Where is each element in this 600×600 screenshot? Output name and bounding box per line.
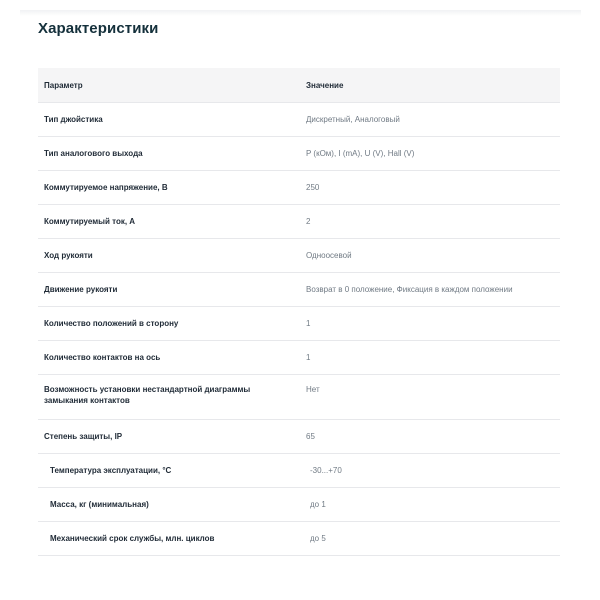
table-row (38, 488, 560, 522)
table-row (38, 375, 560, 420)
row-param: Масса, кг (минимальная) (50, 500, 149, 509)
table-row (38, 420, 560, 454)
row-value: 1 (306, 353, 311, 362)
row-value: 65 (306, 432, 315, 441)
row-value: -30...+70 (310, 466, 342, 475)
table-row (38, 171, 560, 205)
table-row (38, 239, 560, 273)
row-param: Температура эксплуатации, °C (50, 466, 172, 475)
row-param: Коммутируемое напряжение, В (44, 183, 168, 192)
section-title: Характеристики (38, 20, 159, 37)
row-param: Количество контактов на ось (44, 353, 161, 362)
specs-table (38, 68, 560, 556)
row-value: Нет (306, 385, 320, 394)
table-row (38, 137, 560, 171)
row-param: Тип джойстика (44, 115, 103, 124)
row-value: Дискретный, Аналоговый (306, 115, 400, 124)
row-param: Коммутируемый ток, А (44, 217, 136, 226)
row-value: Одноосевой (306, 251, 352, 260)
row-value: P (кОм), I (mA), U (V), Hall (V) (306, 149, 415, 158)
header-param: Параметр (44, 80, 83, 90)
row-param: Механический срок службы, млн. циклов (50, 534, 215, 543)
table-row (38, 307, 560, 341)
row-param: Движение рукояти (44, 285, 118, 294)
row-value: 2 (306, 217, 311, 226)
top-divider (20, 10, 581, 16)
table-row (38, 454, 560, 488)
row-param: Тип аналогового выхода (44, 149, 143, 158)
table-row (38, 103, 560, 137)
row-param: Ход рукояти (44, 251, 93, 260)
row-value: 250 (306, 183, 320, 192)
row-value: до 1 (310, 500, 326, 509)
row-param: Возможность установки нестандартной диаграммы замыкания контактов (44, 385, 251, 405)
table-header (38, 68, 560, 103)
header-value: Значение (306, 80, 344, 90)
table-row (38, 341, 560, 375)
row-value: Возврат в 0 положение, Фиксация в каждом положении (306, 285, 513, 294)
row-value: 1 (306, 319, 311, 328)
table-row (38, 522, 560, 556)
table-row (38, 205, 560, 239)
row-param: Количество положений в сторону (44, 319, 179, 328)
row-value: до 5 (310, 534, 326, 543)
row-param: Степень защиты, IP (44, 432, 123, 441)
table-row (38, 273, 560, 307)
